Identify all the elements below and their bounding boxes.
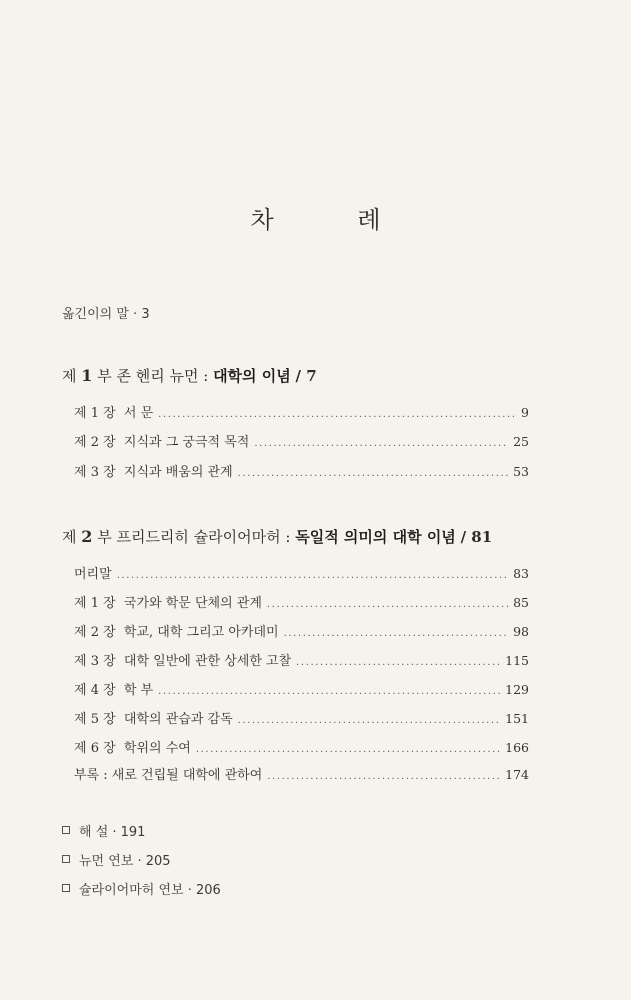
part-title: 부 프리드리히 슐라이어마허 : — [97, 528, 291, 546]
chapter-title: 제 6 장 학위의 수여 — [74, 741, 191, 756]
chapter-title: 제 5 장 대학의 관습과 감독 — [74, 712, 233, 727]
chapter-title: 제 4 장 학 부 — [74, 683, 154, 698]
chapter-page: 9 — [521, 405, 529, 420]
chapter-page: 129 — [505, 682, 529, 697]
toc-entry[interactable] — [74, 563, 529, 581]
appendix-item[interactable] — [62, 850, 171, 869]
square-bullet-icon — [62, 884, 70, 892]
appendix-item[interactable] — [62, 879, 221, 898]
toc-entry[interactable] — [74, 708, 529, 726]
dot-leader — [267, 771, 500, 782]
square-bullet-icon — [62, 855, 70, 863]
part-page: / 81 — [460, 528, 493, 546]
chapter-title: 제 3 장 지식과 배움의 관계 — [74, 465, 233, 480]
dot-leader — [296, 657, 500, 668]
toc-entry[interactable] — [74, 592, 529, 610]
chapter-title: 부록 : 새로 건립될 대학에 관하여 — [74, 768, 263, 783]
dot-leader — [238, 715, 500, 726]
part-number: 1 — [81, 366, 93, 385]
chapter-page: 151 — [505, 711, 529, 726]
page-title: 차 례 — [250, 206, 419, 234]
dot-leader — [267, 599, 508, 610]
translator-note: 옮긴이의 말 · 3 — [62, 307, 150, 322]
chapter-title: 제 2 장 지식과 그 궁극적 목적 — [74, 435, 250, 450]
part-page: / 7 — [295, 367, 317, 385]
part-prefix: 제 — [62, 528, 77, 546]
toc-entry[interactable] — [74, 650, 529, 668]
chapter-page: 98 — [513, 624, 529, 639]
chapter-title: 제 1 장 서 문 — [74, 406, 154, 421]
chapter-title: 제 3 장 대학 일반에 관한 상세한 고찰 — [74, 654, 292, 669]
dot-leader — [238, 468, 508, 479]
appendix-label: 슐라이어마허 연보 · 206 — [79, 883, 221, 898]
appendix-item[interactable] — [62, 821, 145, 840]
toc-entry[interactable] — [74, 737, 529, 755]
part-subtitle: 대학의 이념 — [213, 367, 291, 385]
toc-entry[interactable] — [74, 461, 529, 479]
chapter-page: 25 — [513, 434, 529, 449]
toc-entry[interactable] — [74, 679, 529, 697]
chapter-page: 83 — [513, 566, 529, 581]
dot-leader — [158, 686, 500, 697]
chapter-page: 166 — [505, 740, 529, 755]
dot-leader — [196, 744, 500, 755]
chapter-title: 제 1 장 국가와 학문 단체의 관계 — [74, 596, 262, 611]
dot-leader — [254, 438, 508, 449]
square-bullet-icon — [62, 826, 70, 834]
part-subtitle: 독일적 의미의 대학 이념 — [295, 528, 456, 546]
toc-entry[interactable] — [74, 621, 529, 639]
toc-entry[interactable] — [74, 764, 529, 782]
part-title: 부 존 헨리 뉴먼 : — [97, 367, 209, 385]
chapter-page: 85 — [513, 595, 529, 610]
chapter-page: 53 — [513, 464, 529, 479]
chapter-page: 174 — [505, 767, 529, 782]
chapter-title: 머리말 — [74, 567, 112, 582]
appendix-label: 뉴먼 연보 · 205 — [79, 854, 171, 869]
dot-leader — [158, 409, 516, 420]
chapter-page: 115 — [505, 653, 529, 668]
dot-leader — [117, 570, 508, 581]
dot-leader — [284, 628, 509, 639]
toc-entry[interactable] — [74, 431, 529, 449]
chapter-title: 제 2 장 학교, 대학 그리고 아카데미 — [74, 625, 279, 640]
appendix-label: 해 설 · 191 — [79, 825, 146, 840]
part-prefix: 제 — [62, 367, 77, 385]
part-heading-1 — [62, 365, 317, 386]
part-heading-2 — [62, 526, 492, 547]
toc-entry[interactable] — [74, 402, 529, 420]
part-number: 2 — [81, 527, 93, 546]
